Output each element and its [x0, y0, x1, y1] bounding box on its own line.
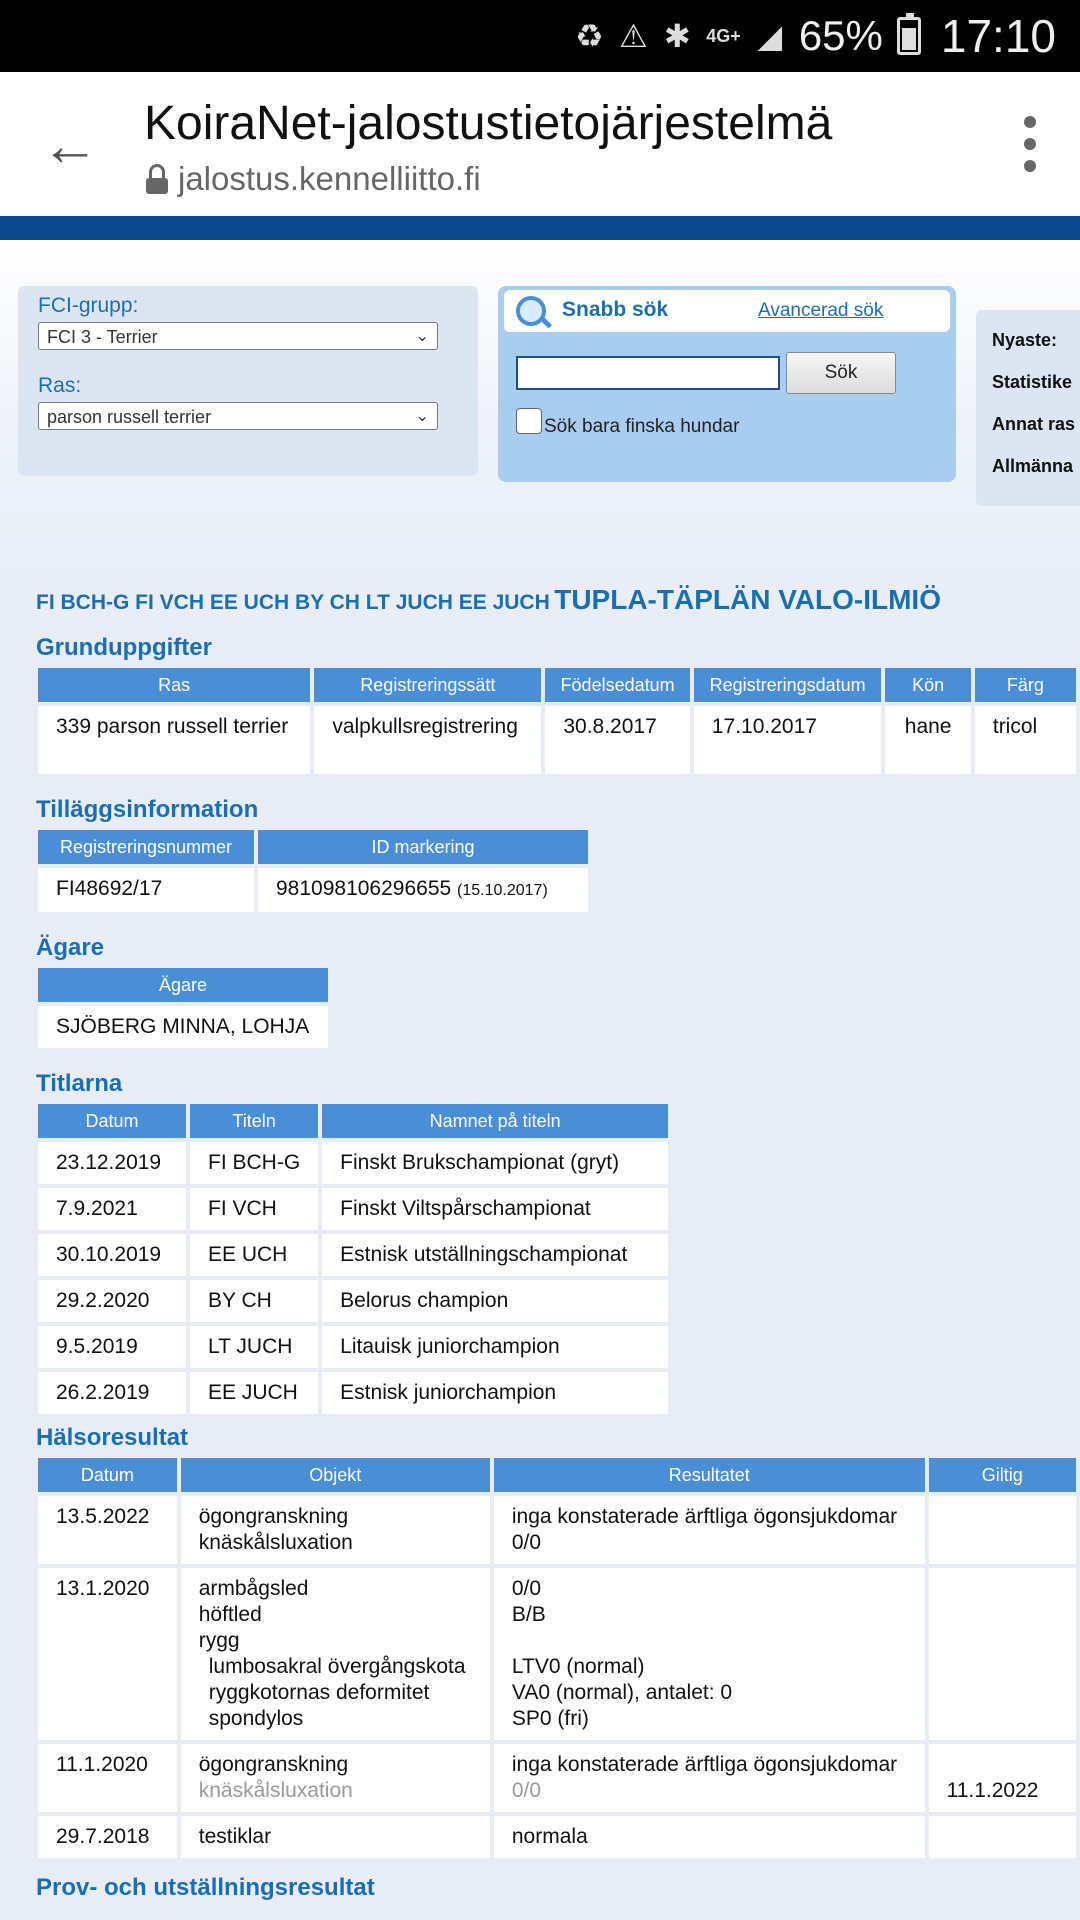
- cell-reg-type: valpkullsregistrering: [314, 706, 541, 774]
- bluetooth-icon: ✱: [663, 18, 691, 54]
- finnish-only-label[interactable]: Sök bara finska hundar: [544, 416, 740, 437]
- object-line: knäskålsluxation: [198, 1531, 353, 1554]
- col-color: Färg: [975, 668, 1076, 702]
- chevron-down-icon: ⌄: [415, 328, 429, 345]
- breed-select[interactable]: [38, 402, 438, 430]
- site-header-bar: [0, 216, 1080, 240]
- cell-title: BY CH: [190, 1280, 318, 1322]
- dog-name: TUPLA-TÄPLÄN VALO-ILMIÖ: [554, 584, 941, 615]
- battery-icon: [897, 17, 921, 55]
- lock-icon: [146, 178, 168, 194]
- health-table: [34, 1454, 1080, 1862]
- object-subline: spondylos: [208, 1707, 304, 1730]
- col-reg-date: Registreringsdatum: [694, 668, 882, 702]
- cell-object: [181, 1816, 490, 1858]
- col-reg-type: Registreringssätt: [314, 668, 541, 702]
- col-object: Objekt: [181, 1458, 490, 1492]
- cell-date: 23.12.2019: [38, 1142, 186, 1184]
- cell-result: [494, 1816, 925, 1858]
- result-line: 0/0: [511, 1577, 542, 1600]
- cell-title-name: Finskt Brukschampionat (gryt): [322, 1142, 668, 1184]
- breed-filter-panel: [18, 286, 478, 476]
- table-row: [38, 1326, 668, 1368]
- quick-search-panel: [498, 286, 956, 482]
- result-line: B/B: [511, 1603, 546, 1626]
- col-title: Titeln: [190, 1104, 318, 1138]
- battery-percent: 65%: [798, 12, 883, 59]
- cell-title-name: Litauisk juniorchampion: [322, 1326, 668, 1368]
- col-sex: Kön: [885, 668, 970, 702]
- col-owner: Ägare: [38, 968, 328, 1002]
- page-content: [0, 240, 1080, 1920]
- object-line: höftled: [198, 1603, 262, 1626]
- menu-general[interactable]: Allmänna: [992, 456, 1074, 476]
- table-row: [38, 1372, 668, 1414]
- object-line: ögongranskning: [198, 1505, 349, 1528]
- cell-reg-date: 17.10.2017: [694, 706, 882, 774]
- cell-date: 29.7.2018: [38, 1816, 177, 1858]
- cell-object: [181, 1496, 490, 1564]
- object-line: ögongranskning: [198, 1753, 349, 1776]
- cell-valid: [929, 1568, 1076, 1740]
- cell-color: tricol: [975, 706, 1076, 774]
- result-line: SP0 (fri): [511, 1707, 589, 1730]
- table-row: [38, 1234, 668, 1276]
- cell-date: 13.1.2020: [38, 1568, 177, 1740]
- browser-toolbar: [0, 72, 1080, 216]
- titles-table: [34, 1100, 672, 1418]
- id-number: 981098106296655: [276, 877, 452, 900]
- cell-result: [494, 1496, 925, 1564]
- cell-title: EE UCH: [190, 1234, 318, 1276]
- trial-show-heading: Prov- och utställningsresultat: [36, 1874, 375, 1901]
- cell-valid: [929, 1816, 1076, 1858]
- cell-date: 26.2.2019: [38, 1372, 186, 1414]
- more-options-icon[interactable]: [1020, 116, 1040, 172]
- table-row: [38, 1496, 1076, 1564]
- cell-title-name: Estnisk juniorchampion: [322, 1372, 668, 1414]
- cell-date: 9.5.2019: [38, 1326, 186, 1368]
- cell-date: 11.1.2020: [38, 1744, 177, 1812]
- status-icons: [574, 0, 1080, 72]
- clock: 17:10: [940, 10, 1056, 62]
- col-result: Resultatet: [494, 1458, 925, 1492]
- table-row: [38, 1006, 328, 1048]
- signal-icon: ◢: [757, 18, 783, 54]
- cell-title: LT JUCH: [190, 1326, 318, 1368]
- object-subline: lumbosakral övergångskota: [208, 1655, 466, 1678]
- fci-group-value: FCI 3 - Terrier: [47, 327, 158, 347]
- page-title[interactable]: KoiraNet-jalostustietojärjestelmä: [144, 97, 833, 150]
- result-line: normala: [511, 1825, 588, 1848]
- menu-other-breed[interactable]: Annat ras: [992, 414, 1076, 434]
- cell-title: FI BCH-G: [190, 1142, 318, 1184]
- result-line: inga konstaterade ärftliga ögonsjukdomar: [511, 1505, 898, 1528]
- dog-heading: [36, 584, 941, 616]
- cell-date: 13.5.2022: [38, 1496, 177, 1564]
- object-line: rygg: [198, 1629, 240, 1652]
- cell-reg-number: FI48692/17: [38, 868, 254, 912]
- network-type: 4G+: [706, 26, 741, 46]
- cell-sex: hane: [885, 706, 970, 774]
- back-arrow-icon[interactable]: ←: [41, 113, 99, 178]
- object-line: testiklar: [198, 1825, 272, 1848]
- fci-group-select[interactable]: [38, 322, 438, 350]
- fci-group-label: FCI-grupp:: [38, 294, 139, 317]
- cell-object: [181, 1568, 490, 1740]
- basic-info-heading: Grunduppgifter: [36, 634, 212, 661]
- object-line: armbågsled: [198, 1577, 309, 1600]
- cell-valid: [929, 1496, 1076, 1564]
- result-line: 0/0: [511, 1779, 542, 1802]
- col-birth-date: Födelsedatum: [545, 668, 690, 702]
- col-breed: Ras: [38, 668, 310, 702]
- id-date: (15.10.2017): [457, 882, 548, 899]
- table-row: [38, 1280, 668, 1322]
- cell-date: 29.2.2020: [38, 1280, 186, 1322]
- result-line: inga konstaterade ärftliga ögonsjukdomar: [511, 1753, 898, 1776]
- cell-birth-date: 30.8.2017: [545, 706, 690, 774]
- cell-title-name: Finskt Viltspårschampionat: [322, 1188, 668, 1230]
- url-row[interactable]: [146, 160, 481, 198]
- recycle-warning-icon: ⚠: [618, 18, 648, 54]
- cell-result: [494, 1744, 925, 1812]
- url-text[interactable]: jalostus.kennelliitto.fi: [178, 160, 481, 197]
- table-row: [38, 1816, 1076, 1858]
- search-icon: [516, 296, 546, 326]
- status-bar: [0, 0, 1080, 72]
- basic-info-table: [34, 664, 1080, 778]
- cell-owner: SJÖBERG MINNA, LOHJA: [38, 1006, 328, 1048]
- dog-titles: FI BCH-G FI VCH EE UCH BY CH LT JUCH EE JUCH: [36, 591, 550, 614]
- quick-search-title: Snabb sök: [562, 298, 669, 321]
- search-input[interactable]: [516, 356, 780, 390]
- cell-object: [181, 1744, 490, 1812]
- table-row: [38, 868, 588, 912]
- titles-heading: Titlarna: [36, 1070, 123, 1097]
- cell-valid: 11.1.2022: [929, 1744, 1076, 1812]
- table-row: [38, 1142, 668, 1184]
- table-row: [38, 1568, 1076, 1740]
- battery-saver-icon: ♻: [574, 18, 604, 54]
- right-menu-panel: [976, 310, 1080, 506]
- object-subline: ryggkotornas deformitet: [208, 1681, 430, 1704]
- menu-statistics[interactable]: Statistike: [992, 372, 1073, 392]
- col-id-marking: ID markering: [258, 830, 588, 864]
- breed-value: parson russell terrier: [47, 407, 212, 427]
- result-line: LTV0 (normal): [511, 1655, 645, 1678]
- object-line: knäskålsluxation: [198, 1779, 353, 1802]
- additional-info-table: [34, 826, 592, 916]
- col-date: Datum: [38, 1458, 177, 1492]
- cell-title-name: Belorus champion: [322, 1280, 668, 1322]
- cell-title-name: Estnisk utställningschampionat: [322, 1234, 668, 1276]
- health-heading: Hälsoresultat: [36, 1424, 189, 1451]
- col-valid: Giltig: [929, 1458, 1076, 1492]
- cell-breed: 339 parson russell terrier: [38, 706, 310, 774]
- table-row: [38, 1188, 668, 1230]
- breed-label: Ras:: [38, 374, 82, 397]
- additional-info-heading: Tilläggsinformation: [36, 796, 259, 823]
- result-line: [512, 1628, 907, 1654]
- chevron-down-icon: ⌄: [415, 408, 429, 425]
- cell-id-marking: [258, 868, 588, 912]
- cell-title: FI VCH: [190, 1188, 318, 1230]
- owner-table: [34, 964, 332, 1052]
- cell-result: [494, 1568, 925, 1740]
- cell-date: 7.9.2021: [38, 1188, 186, 1230]
- owner-heading: Ägare: [36, 934, 105, 961]
- menu-newest[interactable]: Nyaste:: [992, 330, 1058, 350]
- col-date: Datum: [38, 1104, 186, 1138]
- col-reg-number: Registreringsnummer: [38, 830, 254, 864]
- search-button[interactable]: Sök: [786, 352, 896, 394]
- table-row: [38, 1744, 1076, 1812]
- cell-date: 30.10.2019: [38, 1234, 186, 1276]
- finnish-only-checkbox[interactable]: [516, 408, 542, 434]
- table-row: [38, 706, 1076, 774]
- cell-title: EE JUCH: [190, 1372, 318, 1414]
- quick-search-header: [504, 290, 950, 332]
- col-title-name: Namnet på titeln: [322, 1104, 668, 1138]
- result-line: 0/0: [511, 1531, 542, 1554]
- result-line: VA0 (normal), antalet: 0: [511, 1681, 733, 1704]
- advanced-search-link[interactable]: Avancerad sök: [758, 300, 884, 321]
